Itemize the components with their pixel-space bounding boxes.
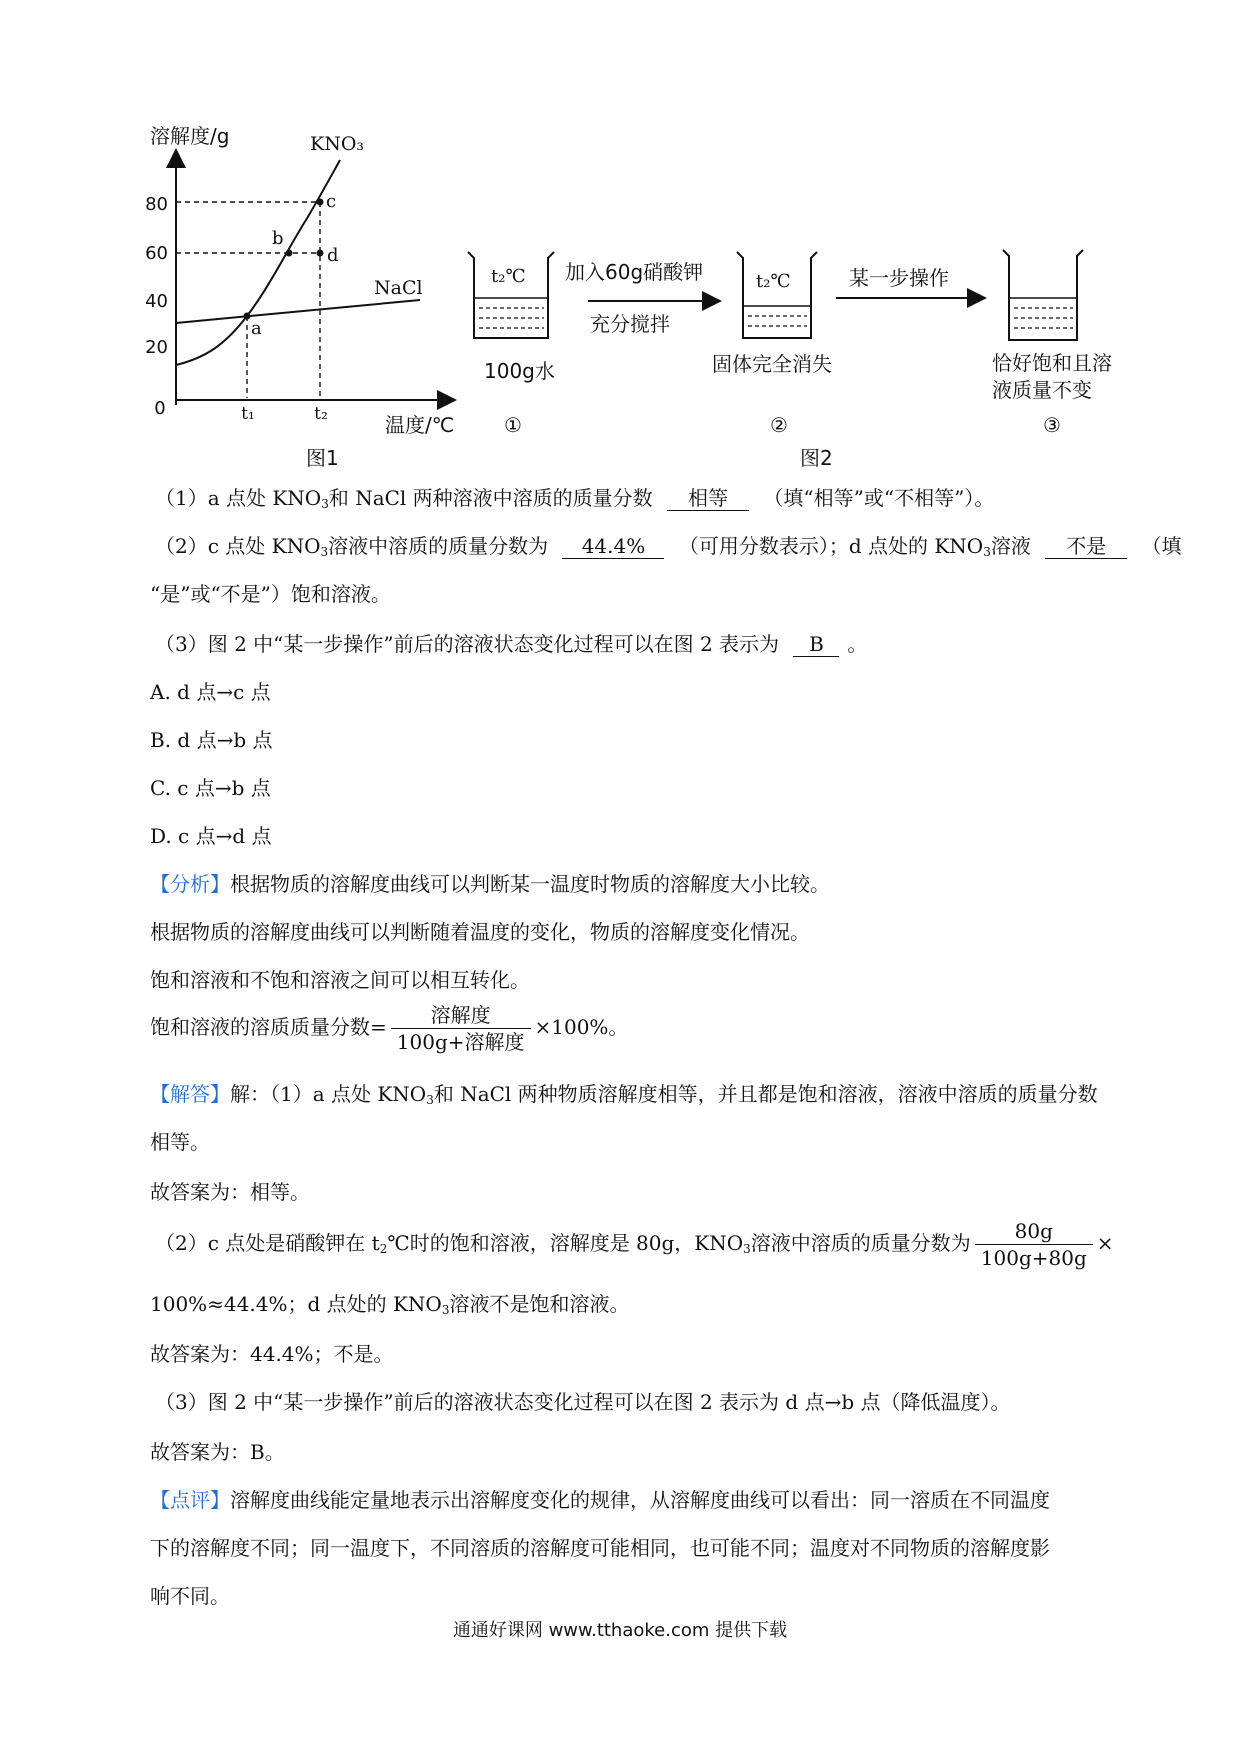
nacl-label: NaCl [374, 277, 423, 299]
point-d-label: d [327, 245, 339, 266]
solution-line-1: 【解答】解：（1）a 点处 $KNO_3$和 NaCl 两种物质溶解度相等，并且都是饱和溶液，溶液中溶质的质量分数 [150, 1082, 1098, 1107]
arrow-1-bottom: 充分搅拌 [590, 312, 670, 336]
solubility-chart [145, 124, 455, 470]
x-axis-label: 温度/℃ [385, 413, 455, 437]
question-3: （3）图 2 中“某一步操作”前后的溶液状态变化过程可以在图 2 表示为 B 。 [155, 632, 868, 656]
solution-fraction: $\frac{80g}{100g+80g}$ [975, 1218, 1093, 1271]
beaker-2-label: 固体完全消失 [712, 352, 832, 376]
point-c-label: c [326, 191, 337, 212]
solution-tag: 【解答】 [150, 1082, 230, 1106]
review-line-1: 【点评】溶解度曲线能定量地表示出溶解度变化的规律，从溶解度曲线可以看出：同一溶质在不同温度 [150, 1488, 1050, 1512]
y-tick-80: 80 [145, 194, 168, 215]
option-d: D. c 点→d 点 [150, 824, 272, 848]
solution-line-8: 故答案为：B。 [150, 1440, 285, 1464]
x-tick-t2: t₂ [314, 404, 328, 424]
question-2: （2）c 点处 $KNO_3$溶液中溶质的质量分数为 44.4% （可用分数表示）；d 点处的 $KNO_3$溶液 不是 （填 [155, 534, 1182, 559]
point-d [317, 250, 324, 257]
y-tick-40: 40 [145, 291, 168, 312]
answer-2b: 不是 [1045, 534, 1127, 559]
figure1-caption: 图1 [306, 446, 339, 470]
beaker-2 [712, 252, 832, 437]
answer-2a: 44.4% [562, 534, 664, 559]
formula-fraction: $\frac{\text{溶解度}}{\text{100g+溶解度}}$ [391, 1002, 531, 1055]
beaker-3-num: ③ [1043, 413, 1061, 437]
analysis-tag: 【分析】 [150, 872, 230, 896]
arrow-1-top: 加入60g硝酸钾 [565, 260, 704, 284]
origin-label: 0 [154, 398, 166, 419]
review-line-3: 响不同。 [150, 1584, 230, 1608]
point-a-label: a [251, 318, 262, 339]
point-a [244, 313, 251, 320]
answer-1: 相等 [667, 486, 749, 511]
beaker-1 [468, 252, 555, 437]
analysis-line-1: 【分析】根据物质的溶解度曲线可以判断某一温度时物质的溶解度大小比较。 [150, 872, 830, 896]
point-b-label: b [272, 228, 284, 249]
beaker-3 [992, 250, 1112, 437]
beaker-1-temp: t₂℃ [491, 266, 526, 287]
beaker-3-label-1: 恰好饱和且溶 [992, 351, 1112, 375]
y-tick-20: 20 [145, 337, 168, 358]
x-tick-t1: t₁ [241, 404, 255, 424]
y-tick-60: 60 [145, 243, 168, 264]
beaker-2-temp: t₂℃ [756, 271, 791, 292]
page-footer: 通通好课网 www.tthaoke.com 提供下载 [452, 1620, 788, 1641]
solution-line-4: （2）c 点处是硝酸钾在 $t_2℃$时的饱和溶液，溶解度是 80g，$KNO_3$溶液中溶质的质量分数为 $\frac{80g}{100g+80g}$ × [155, 1219, 1114, 1270]
option-a: A. d 点→c 点 [150, 680, 271, 704]
beaker-1-num: ① [504, 413, 522, 437]
beaker-2-num: ② [770, 413, 788, 437]
analysis-line-2: 根据物质的溶解度曲线可以判断随着温度的变化，物质的溶解度变化情况。 [150, 920, 810, 944]
review-line-2: 下的溶解度不同；同一温度下，不同溶质的溶解度可能相同，也可能不同；温度对不同物质的溶解度影 [150, 1536, 1050, 1560]
question-2-cont: “是”或“不是”）饱和溶液。 [150, 582, 391, 606]
nacl-curve [176, 300, 420, 323]
answer-3: B [793, 632, 839, 657]
kno3-label: KNO₃ [310, 133, 365, 155]
arrow-2-top: 某一步操作 [849, 266, 949, 290]
figures [0, 0, 1240, 480]
point-b [286, 250, 293, 257]
solution-line-2: 相等。 [150, 1130, 210, 1154]
solution-line-3: 故答案为：相等。 [150, 1180, 310, 1204]
y-axis-label: 溶解度/g [150, 124, 230, 148]
question-1: （1）a 点处 $KNO_3$和 NaCl 两种溶液中溶质的质量分数 相等 （填“相等”或“不相等”）。 [155, 486, 995, 511]
analysis-line-3: 饱和溶液和不饱和溶液之间可以相互转化。 [150, 968, 530, 992]
beaker-process [468, 250, 1112, 470]
solution-line-5: 100%≈44.4%；d 点处的 $KNO_3$溶液不是饱和溶液。 [150, 1292, 630, 1317]
solution-line-7: （3）图 2 中“某一步操作”前后的溶液状态变化过程可以在图 2 表示为 d 点→b 点（降低温度）。 [155, 1390, 1011, 1414]
figure2-caption: 图2 [800, 446, 833, 470]
solution-line-6: 故答案为：44.4%；不是。 [150, 1342, 394, 1366]
option-c: C. c 点→b 点 [150, 776, 271, 800]
beaker-1-label: 100g水 [484, 359, 555, 383]
beaker-3-label-2: 液质量不变 [992, 378, 1092, 402]
option-b: B. d 点→b 点 [150, 728, 273, 752]
analysis-formula: 饱和溶液的溶质质量分数= $\frac{\text{溶解度}}{\text{100g+溶解度}}$ ×100%。 [150, 1003, 629, 1054]
review-tag: 【点评】 [150, 1488, 230, 1512]
point-c [317, 199, 324, 206]
